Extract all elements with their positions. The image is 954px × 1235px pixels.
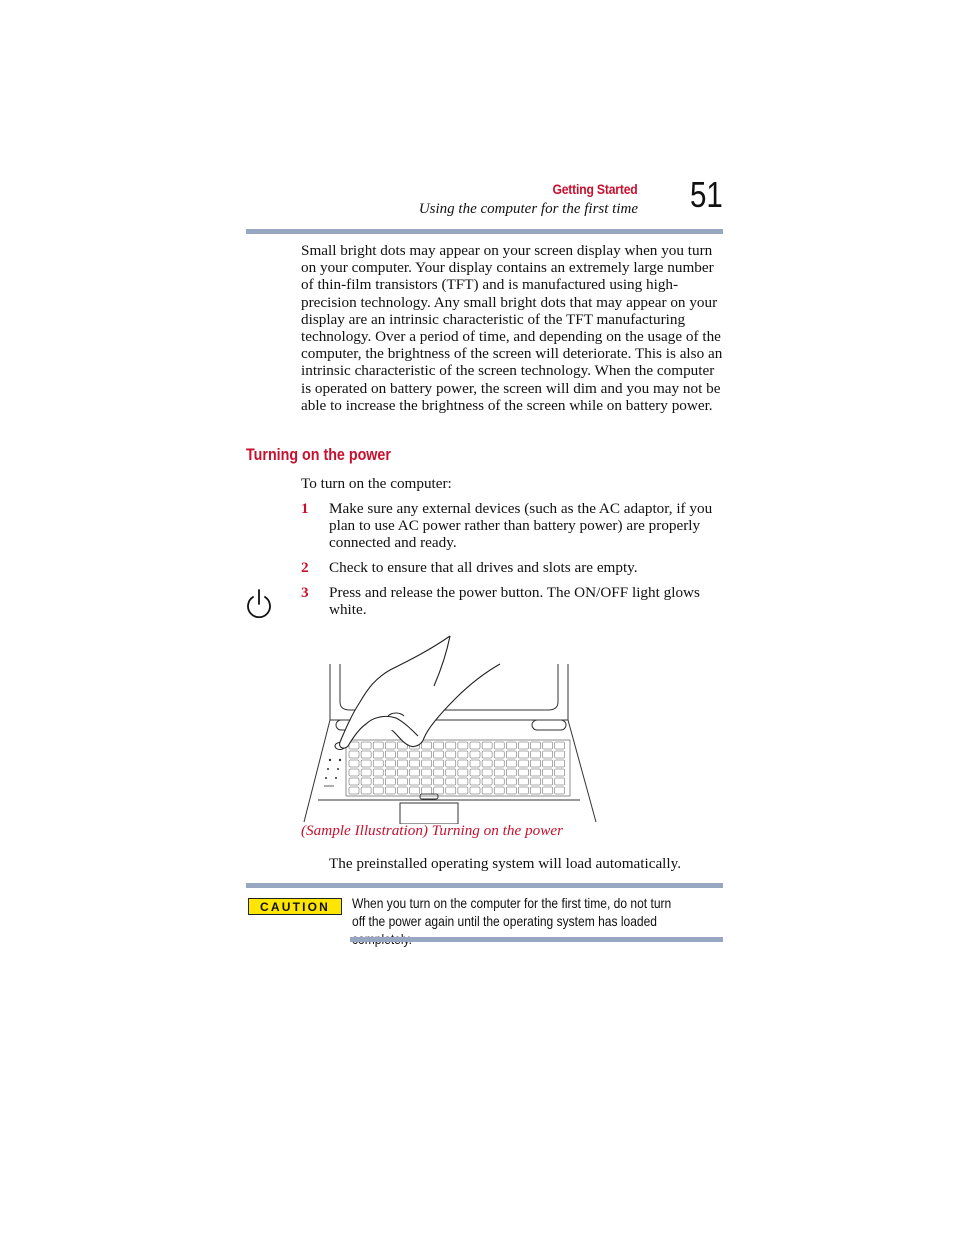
keyboard-key: [410, 787, 420, 794]
keyboard-key: [518, 742, 528, 749]
keyboard-key: [446, 778, 456, 785]
keyboard-key: [482, 760, 492, 767]
keyboard-key: [349, 778, 359, 785]
keyboard-key: [555, 751, 565, 758]
keyboard-key: [385, 760, 395, 767]
keyboard-key: [482, 769, 492, 776]
step-number: 3: [301, 584, 309, 601]
keyboard-key: [446, 769, 456, 776]
step-text: Check to ensure that all drives and slots are empty.: [329, 559, 638, 576]
keyboard-key: [458, 751, 468, 758]
keyboard-key: [434, 751, 444, 758]
keyboard-key: [470, 787, 480, 794]
keyboard-key: [531, 760, 541, 767]
keyboard-key: [506, 760, 516, 767]
keyboard-key: [446, 787, 456, 794]
keyboard-key: [506, 751, 516, 758]
keyboard-key: [422, 778, 432, 785]
keyboard-key: [470, 751, 480, 758]
intro-paragraph: Small bright dots may appear on your screen display when you turn on your computer. Your display contains an extremely large number of thin-film transistors (TFT) and is manufactured using high-precision technology. Any small bright dots that may appear on your display are an intrinsic characteristic of the TFT manufacturing technology. Over a period of time, and depending on the usage of the computer, the brightness of the screen will deteriorate. This is also an intrinsic characteristic of the screen technology. When the computer is operated on battery power, the screen will dim and you may not be able to increase the brightness of the screen while on battery power.: [301, 242, 723, 414]
keyboard-key: [494, 787, 504, 794]
keyboard-key: [506, 769, 516, 776]
page-number: 51: [690, 174, 723, 215]
keyboard-key: [385, 742, 395, 749]
step-text: Make sure any external devices (such as the AC adaptor, if you plan to use AC power rather than battery power) are properly connected and ready.: [329, 500, 713, 552]
step-item: [301, 584, 725, 620]
keyboard-key: [518, 787, 528, 794]
section-intro: To turn on the computer:: [301, 475, 452, 492]
laptop-illustration: [300, 632, 600, 824]
section-heading: Turning on the power: [246, 445, 391, 464]
keyboard-key: [361, 778, 371, 785]
keyboard-key: [422, 751, 432, 758]
keyboard-key: [349, 742, 359, 749]
keyboard-key: [434, 778, 444, 785]
keyboard-key: [361, 787, 371, 794]
step-number: 2: [301, 559, 309, 576]
keyboard-key: [397, 769, 407, 776]
keyboard-key: [458, 787, 468, 794]
keyboard-key: [531, 778, 541, 785]
keyboard-key: [470, 769, 480, 776]
step-item: [301, 559, 725, 577]
keyboard-key: [506, 742, 516, 749]
keyboard-key: [410, 751, 420, 758]
keyboard-key: [555, 778, 565, 785]
keyboard-key: [373, 760, 383, 767]
keyboard-key: [506, 787, 516, 794]
keyboard-key: [349, 760, 359, 767]
keyboard-key: [543, 742, 553, 749]
keyboard-key: [518, 778, 528, 785]
keyboard-key: [422, 742, 432, 749]
keyboard-key: [422, 760, 432, 767]
keyboard-key: [373, 742, 383, 749]
keyboard-key: [349, 787, 359, 794]
keyboard-key: [410, 778, 420, 785]
keyboard-key: [446, 751, 456, 758]
keyboard-key: [385, 778, 395, 785]
keyboard-key: [397, 778, 407, 785]
keyboard-key: [482, 742, 492, 749]
keyboard-key: [555, 787, 565, 794]
keyboard-key: [494, 742, 504, 749]
figure-caption: (Sample Illustration) Turning on the power: [301, 822, 563, 839]
keyboard-key: [531, 742, 541, 749]
keyboard-key: [458, 778, 468, 785]
keyboard-key: [518, 769, 528, 776]
keyboard-key: [494, 760, 504, 767]
keyboard-key: [543, 787, 553, 794]
step-number: 1: [301, 500, 309, 517]
keyboard-key: [434, 769, 444, 776]
keyboard-key: [373, 769, 383, 776]
keyboard-key: [373, 751, 383, 758]
keyboard-key: [470, 742, 480, 749]
keyboard-key: [373, 778, 383, 785]
keyboard-key: [470, 760, 480, 767]
keyboard-key: [531, 787, 541, 794]
keyboard-key: [446, 760, 456, 767]
keyboard-key: [518, 751, 528, 758]
keyboard-key: [531, 751, 541, 758]
keyboard-key: [518, 760, 528, 767]
keyboard-key: [397, 787, 407, 794]
keyboard-key: [349, 769, 359, 776]
keyboard-key: [494, 778, 504, 785]
step-item: [301, 500, 725, 552]
caution-badge: CAUTION: [248, 898, 342, 915]
caution-rule-bottom: [350, 937, 723, 942]
keyboard-key: [543, 778, 553, 785]
keyboard-key: [410, 769, 420, 776]
keyboard-key: [482, 751, 492, 758]
keyboard-key: [543, 760, 553, 767]
keyboard-key: [531, 769, 541, 776]
header-rule: [246, 229, 723, 234]
caution-text: When you turn on the computer for the first time, do not turn off the power again until the operating system has loaded: [352, 895, 672, 929]
keyboard-key: [555, 742, 565, 749]
running-header-subsection: Using the computer for the first time: [418, 201, 638, 217]
keyboard-key: [470, 778, 480, 785]
keyboard-key: [434, 742, 444, 749]
keyboard-key: [446, 742, 456, 749]
keyboard-key: [385, 787, 395, 794]
keyboard-key: [422, 787, 432, 794]
keyboard-key: [349, 751, 359, 758]
keyboard-key: [458, 742, 468, 749]
keyboard-key: [361, 769, 371, 776]
keyboard-key: [410, 760, 420, 767]
keyboard-key: [506, 778, 516, 785]
step-text: Press and release the power button. The ON/OFF light glows white.: [329, 584, 700, 619]
keyboard-key: [361, 742, 371, 749]
keyboard-key: [555, 769, 565, 776]
keyboard-key: [555, 760, 565, 767]
keyboard-key: [385, 751, 395, 758]
keyboard-key: [422, 769, 432, 776]
keyboard-key: [397, 751, 407, 758]
keyboard-key: [385, 769, 395, 776]
keyboard-key: [543, 751, 553, 758]
keyboard-key: [458, 769, 468, 776]
keyboard-key: [361, 751, 371, 758]
running-header-section: Getting Started: [552, 182, 638, 197]
keyboard-key: [373, 787, 383, 794]
keyboard-key: [434, 760, 444, 767]
keyboard-key: [482, 778, 492, 785]
keyboard-key: [494, 751, 504, 758]
keyboard-key: [434, 787, 444, 794]
keyboard-key: [361, 760, 371, 767]
keyboard-key: [482, 787, 492, 794]
after-step-text: The preinstalled operating system will load automatically.: [329, 855, 682, 872]
caution-rule-top: [246, 883, 723, 888]
keyboard-key: [458, 760, 468, 767]
keyboard-key: [494, 769, 504, 776]
power-icon: [244, 587, 274, 621]
keyboard-key: [397, 760, 407, 767]
keyboard-key: [543, 769, 553, 776]
